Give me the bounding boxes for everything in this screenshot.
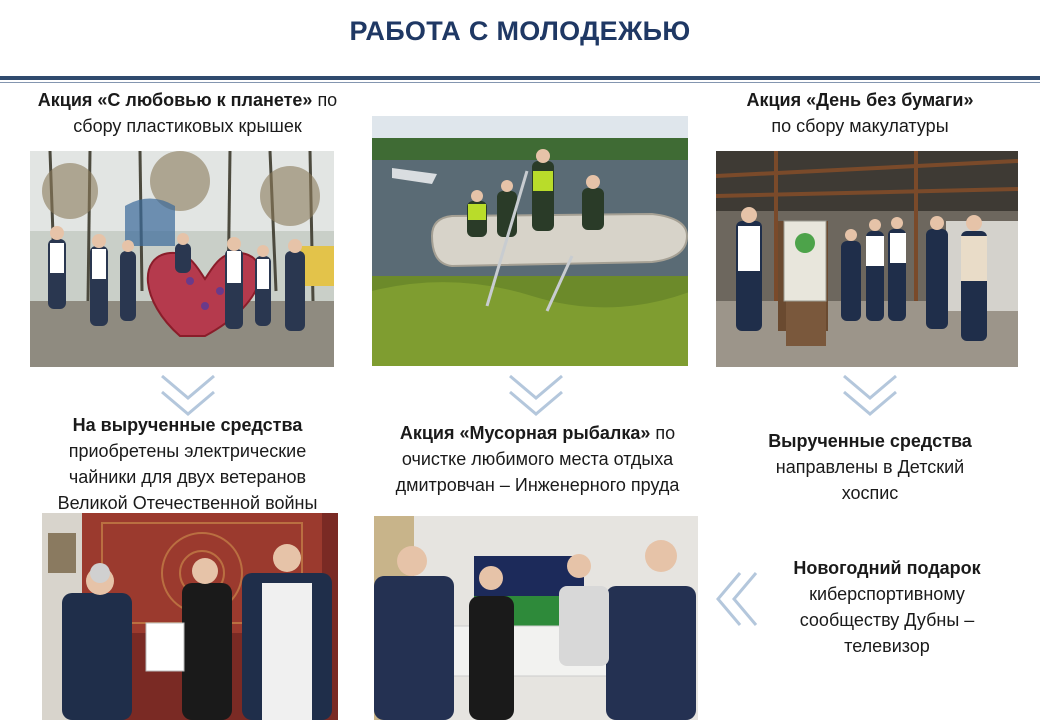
caption-gift-line2: киберспортивному xyxy=(809,584,965,604)
photo-plastic-caps-heart xyxy=(30,151,334,367)
caption-gift-line4: телевизор xyxy=(844,636,930,656)
caption-planet-rest: по xyxy=(312,90,338,110)
caption-paper-line2: по сбору макулатуры xyxy=(771,116,949,136)
caption-kettles-line3: чайники для двух ветеранов xyxy=(68,467,307,487)
caption-hospice xyxy=(710,428,1030,506)
caption-fishing xyxy=(360,420,715,498)
caption-hospice-bold: Вырученные средства xyxy=(768,431,972,451)
caption-hospice-line2: направлены в Детский xyxy=(775,457,965,477)
chevron-down-icon xyxy=(160,372,216,416)
caption-paper xyxy=(700,87,1020,139)
chevron-left-icon xyxy=(714,571,760,627)
caption-fishing-line3: дмитровчан – Инженерного пруда xyxy=(395,475,680,495)
caption-planet xyxy=(10,87,365,139)
chevron-down-icon xyxy=(842,372,898,416)
photo-boat-pond xyxy=(372,116,688,366)
caption-gift-line3: сообществу Дубны – xyxy=(799,610,975,630)
photo-tv-gift xyxy=(374,516,698,720)
caption-kettles-bold: На вырученные средства xyxy=(72,415,303,435)
caption-planet-line2: сбору пластиковых крышек xyxy=(73,116,302,136)
photo-veteran-gift xyxy=(42,513,338,720)
caption-fishing-rest: по xyxy=(650,423,676,443)
caption-kettles xyxy=(10,412,365,516)
caption-gift-bold: Новогодний подарок xyxy=(793,558,981,578)
title-divider-thin xyxy=(0,82,1040,83)
caption-kettles-line4: Великой Отечественной войны xyxy=(57,493,318,513)
caption-fishing-bold: Акция «Мусорная рыбалка» xyxy=(399,423,651,443)
title-divider xyxy=(0,76,1040,80)
caption-paper-bold: Акция «День без бумаги» xyxy=(746,90,974,110)
photo-paper-warehouse xyxy=(716,151,1018,367)
caption-hospice-line3: хоспис xyxy=(841,483,899,503)
caption-fishing-line2: очистке любимого места отдыха xyxy=(401,449,674,469)
caption-planet-bold: Акция «С любовью к планете» xyxy=(37,90,313,110)
chevron-down-icon xyxy=(508,372,564,416)
page-title: РАБОТА С МОЛОДЕЖЬЮ xyxy=(349,16,691,46)
caption-gift xyxy=(762,555,1012,659)
caption-kettles-line2: приобретены электрические xyxy=(68,441,307,461)
